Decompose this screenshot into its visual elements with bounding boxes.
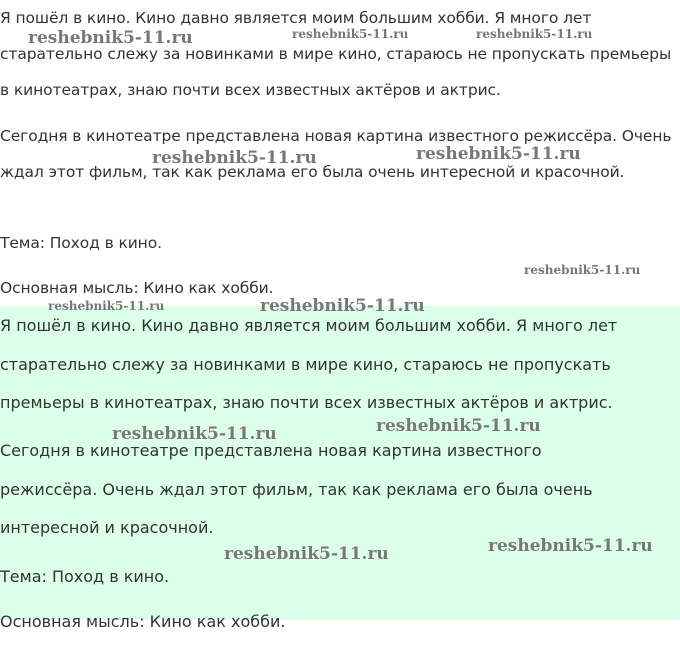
watermark: reshebnik5-11.ru: [28, 28, 193, 48]
highlighted-main-idea-line: Основная мысль: Кино как хобби.: [0, 612, 286, 631]
watermark: reshebnik5-11.ru: [48, 299, 165, 313]
watermark: reshebnik5-11.ru: [152, 148, 317, 168]
highlighted-paragraph-1: Я пошёл в кино. Кино давно является моим большим хобби. Я много лет старательно слежу за новинками в мире кино, стараюсь не пропускать премьеры в кинотеатрах, знаю почти всех известных актёров и актрис.: [0, 316, 618, 412]
highlighted-theme-line: Тема: Поход в кино.: [0, 567, 170, 586]
highlighted-paragraph-2: Сегодня в кинотеатре представлена новая картина известного режиссёра. Очень ждал этот фильм, так как реклама его была очень интересной и красочной.: [0, 441, 593, 537]
watermark: reshebnik5-11.ru: [224, 544, 389, 564]
watermark: reshebnik5-11.ru: [488, 536, 653, 556]
watermark: reshebnik5-11.ru: [260, 296, 425, 316]
watermark: reshebnik5-11.ru: [524, 263, 641, 277]
watermark: reshebnik5-11.ru: [416, 144, 581, 164]
paragraph-2: Сегодня в кинотеатре представлена новая картина известного режиссёра. Очень ждал этот фильм, так как реклама его была очень интересной и красочной.: [0, 127, 672, 181]
main-idea-line: Основная мысль: Кино как хобби.: [0, 279, 274, 297]
watermark: reshebnik5-11.ru: [376, 416, 541, 436]
highlighted-text-block: [0, 306, 680, 631]
watermark: reshebnik5-11.ru: [112, 424, 277, 444]
paragraph-1: Я пошёл в кино. Кино давно является моим большим хобби. Я много лет старательно слежу за новинками в мире кино, стараюсь не пропускать премьеры в кинотеатрах, знаю почти всех известных актёров и актрис.: [0, 9, 672, 99]
watermark: reshebnik5-11.ru: [292, 27, 409, 41]
theme-line: Тема: Поход в кино.: [0, 234, 162, 252]
watermark: reshebnik5-11.ru: [476, 27, 593, 41]
